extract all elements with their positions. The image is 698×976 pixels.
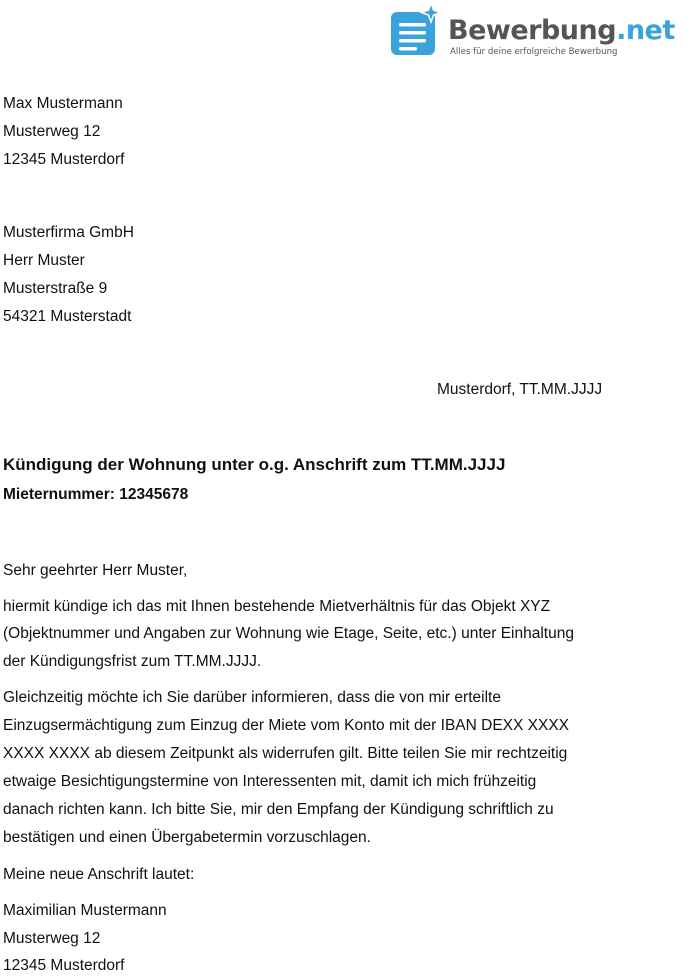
tenant-number: Mieternummer: 12345678 — [3, 486, 189, 503]
logo-name-accent: .net — [616, 15, 675, 46]
logo-wordmark — [448, 16, 675, 46]
new-address-street: Musterweg 12 — [3, 930, 101, 947]
paragraph1-line: der Kündigungsfrist zum TT.MM.JJJJ. — [3, 653, 262, 670]
recipient-city: 54321 Musterstadt — [3, 308, 132, 325]
bewerbung-net-logo[interactable] — [390, 2, 696, 64]
new-address-name: Maximilian Mustermann — [3, 902, 167, 919]
paragraph2-line: Einzugsermächtigung zum Einzug der Miete vom Konto mit der IBAN DEXX XXXX — [3, 717, 569, 734]
sender-street: Musterweg 12 — [3, 123, 101, 140]
sender-city: 12345 Musterdorf — [3, 151, 125, 168]
paragraph1-line: (Objektnummer und Angaben zur Wohnung wie Etage, Seite, etc.) unter Einhaltung — [3, 625, 574, 642]
recipient-contact: Herr Muster — [3, 252, 85, 269]
recipient-company: Musterfirma GmbH — [3, 224, 134, 241]
paragraph2-line: XXXX XXXX ab diesem Zeitpunkt als widerrufen gilt. Bitte teilen Sie mir rechtzeitig — [3, 745, 568, 762]
new-address-intro: Meine neue Anschrift lautet: — [3, 866, 195, 883]
paragraph2-line: bestätigen und einen Übergabetermin vorzuschlagen. — [3, 829, 371, 846]
salutation: Sehr geehrter Herr Muster, — [3, 562, 188, 579]
logo-text — [448, 16, 675, 57]
logo-tagline: Alles für deine erfolgreiche Bewerbung — [450, 47, 618, 57]
paragraph1-line: hiermit kündige ich das mit Ihnen bestehende Mietverhältnis für das Objekt XYZ — [3, 598, 551, 615]
paragraph2-line: danach richten kann. Ich bitte Sie, mir den Empfang der Kündigung schriftlich zu — [3, 801, 554, 818]
document-sparkle-icon — [390, 2, 442, 58]
letter-subject: Kündigung der Wohnung unter o.g. Anschrift zum TT.MM.JJJJ — [3, 455, 506, 474]
paragraph2-line: etwaige Besichtigungstermine von Interessenten mit, damit ich mich frühzeitig — [3, 773, 537, 790]
letter-date: Musterdorf, TT.MM.JJJJ — [437, 381, 603, 398]
recipient-street: Musterstraße 9 — [3, 280, 108, 297]
new-address-city: 12345 Musterdorf — [3, 957, 125, 974]
logo-name-main: Bewerbung — [448, 15, 617, 46]
sender-name: Max Mustermann — [3, 95, 123, 112]
paragraph2-line: Gleichzeitig möchte ich Sie darüber informieren, dass die von mir erteilte — [3, 689, 501, 706]
